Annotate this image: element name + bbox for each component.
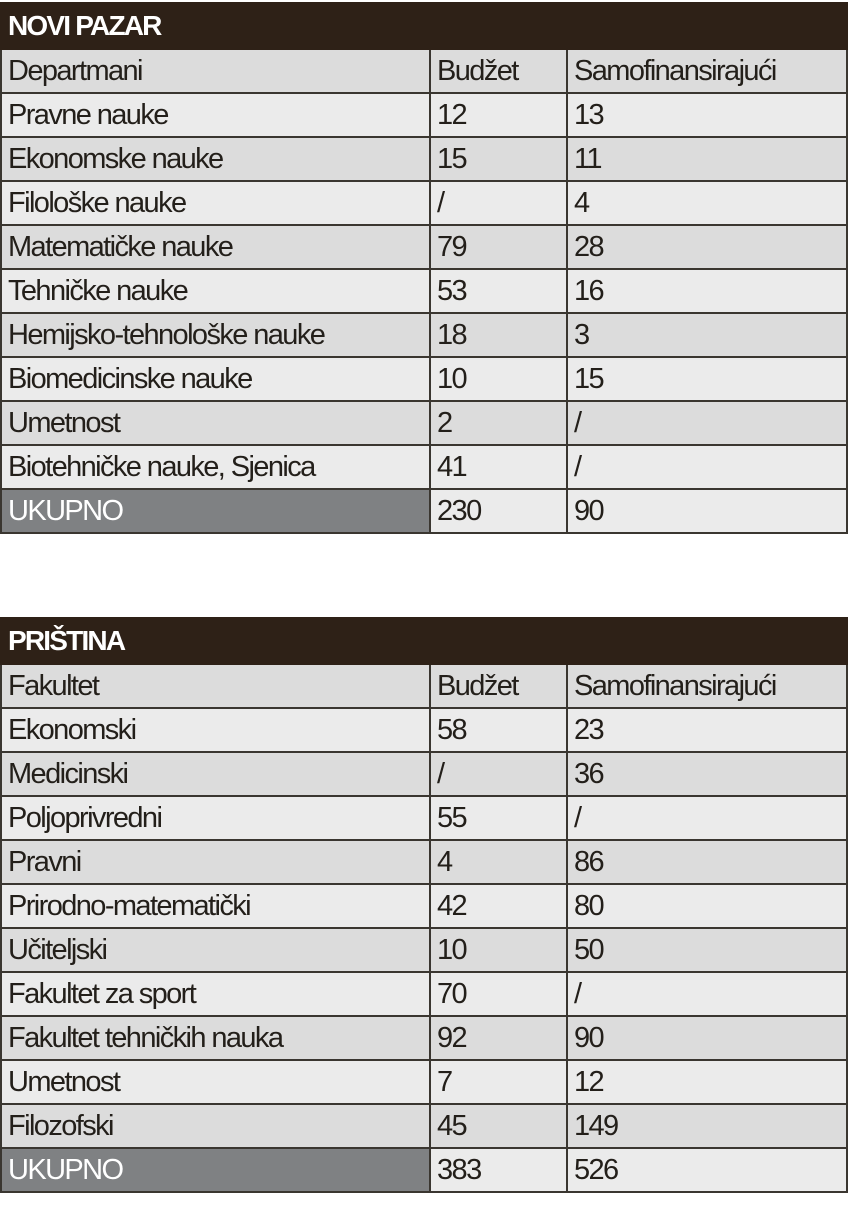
total-row (1, 1148, 847, 1192)
row-value: 58 (430, 708, 567, 752)
header-row (1, 664, 847, 708)
row-label: Matematičke nauke (1, 225, 430, 269)
table-row (1, 840, 847, 884)
row-value: 50 (567, 928, 847, 972)
table-row (1, 752, 847, 796)
row-value: 36 (567, 752, 847, 796)
table-row (1, 269, 847, 313)
row-value: 13 (567, 93, 847, 137)
row-value: 23 (567, 708, 847, 752)
row-label: Umetnost (1, 401, 430, 445)
total-samofinansirajuci: 90 (567, 489, 847, 533)
table-row (1, 181, 847, 225)
row-label: Poljoprivredni (1, 796, 430, 840)
total-label: UKUPNO (1, 489, 430, 533)
total-budzet: 230 (430, 489, 567, 533)
column-header: Departmani (1, 49, 430, 93)
total-samofinansirajuci: 526 (567, 1148, 847, 1192)
table-row (1, 401, 847, 445)
novi-pazar-table (0, 2, 848, 534)
table-row (1, 796, 847, 840)
table-row (1, 357, 847, 401)
row-label: Pravne nauke (1, 93, 430, 137)
row-label: Fakultet za sport (1, 972, 430, 1016)
row-value: 55 (430, 796, 567, 840)
total-label: UKUPNO (1, 1148, 430, 1192)
row-value: 149 (567, 1104, 847, 1148)
table-row (1, 1060, 847, 1104)
row-label: Filozofski (1, 1104, 430, 1148)
row-value: 70 (430, 972, 567, 1016)
table-row (1, 708, 847, 752)
row-label: Učiteljski (1, 928, 430, 972)
row-value: 2 (430, 401, 567, 445)
row-value: 18 (430, 313, 567, 357)
table-row (1, 1016, 847, 1060)
table-row (1, 1104, 847, 1148)
row-value: 79 (430, 225, 567, 269)
table-row (1, 972, 847, 1016)
row-value: 16 (567, 269, 847, 313)
row-label: Medicinski (1, 752, 430, 796)
row-value: 15 (567, 357, 847, 401)
row-label: Biotehničke nauke, Sjenica (1, 445, 430, 489)
row-label: Ekonomske nauke (1, 137, 430, 181)
total-row (1, 489, 847, 533)
row-label: Fakultet tehničkih nauka (1, 1016, 430, 1060)
row-value: 4 (430, 840, 567, 884)
column-header: Fakultet (1, 664, 430, 708)
row-label: Pravni (1, 840, 430, 884)
row-value: 11 (567, 137, 847, 181)
table-title: PRIŠTINA (1, 618, 847, 664)
table-row (1, 445, 847, 489)
pristina-table (0, 617, 848, 1193)
row-value: / (567, 796, 847, 840)
row-value: / (567, 445, 847, 489)
row-label: Filološke nauke (1, 181, 430, 225)
row-value: 28 (567, 225, 847, 269)
row-value: / (430, 181, 567, 225)
column-header: Samofinansirajući (567, 49, 847, 93)
row-value: / (567, 972, 847, 1016)
row-value: 15 (430, 137, 567, 181)
table-row (1, 137, 847, 181)
column-header: Samofinansirajući (567, 664, 847, 708)
table-row (1, 313, 847, 357)
row-value: 10 (430, 928, 567, 972)
row-value: 45 (430, 1104, 567, 1148)
column-header: Budžet (430, 49, 567, 93)
row-value: 80 (567, 884, 847, 928)
row-value: 4 (567, 181, 847, 225)
table-title: NOVI PAZAR (1, 3, 847, 49)
row-value: 10 (430, 357, 567, 401)
total-budzet: 383 (430, 1148, 567, 1192)
row-value: 7 (430, 1060, 567, 1104)
table-row (1, 93, 847, 137)
row-label: Hemijsko-tehnološke nauke (1, 313, 430, 357)
row-value: 3 (567, 313, 847, 357)
table-row (1, 884, 847, 928)
table-title-row (1, 3, 847, 49)
row-label: Prirodno-matematički (1, 884, 430, 928)
header-row (1, 49, 847, 93)
row-value: 42 (430, 884, 567, 928)
row-value: / (430, 752, 567, 796)
table-title-row (1, 618, 847, 664)
row-value: / (567, 401, 847, 445)
row-value: 90 (567, 1016, 847, 1060)
row-value: 53 (430, 269, 567, 313)
row-value: 92 (430, 1016, 567, 1060)
row-value: 12 (430, 93, 567, 137)
row-label: Biomedicinske nauke (1, 357, 430, 401)
row-label: Umetnost (1, 1060, 430, 1104)
row-label: Tehničke nauke (1, 269, 430, 313)
row-value: 12 (567, 1060, 847, 1104)
row-value: 86 (567, 840, 847, 884)
row-value: 41 (430, 445, 567, 489)
table-row (1, 225, 847, 269)
column-header: Budžet (430, 664, 567, 708)
table-row (1, 928, 847, 972)
row-label: Ekonomski (1, 708, 430, 752)
